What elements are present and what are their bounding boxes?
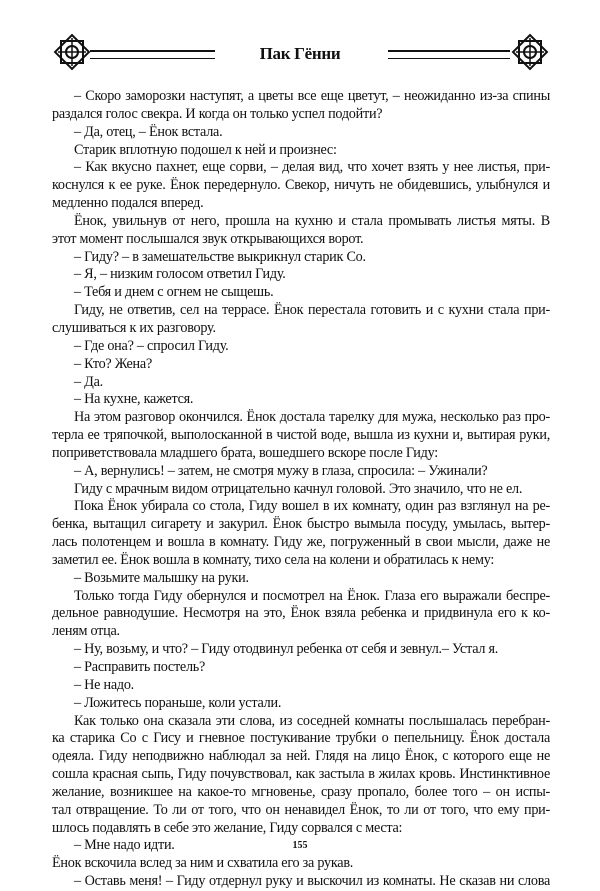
text-line: – Возьмите малышку на руки. bbox=[74, 569, 249, 586]
text-line: – На кухне, кажется. bbox=[74, 391, 194, 408]
text-line: – Расправить постель? bbox=[74, 659, 206, 675]
text-line: раздался голос свекра. И когда он только успел подойти? bbox=[52, 105, 383, 122]
text-line: бенка, вытащил сигарету и закурил. Ёнок быстро вымыла посуду, умылась, вытер- bbox=[52, 516, 550, 533]
text-line: лась полотенцем и вошла в комнату. Гиду же, погруженный в свои мысли, даже не bbox=[52, 534, 550, 551]
text-line: – Ложитесь пораньше, коли устали. bbox=[74, 694, 282, 711]
text-line: – Гиду? – в замешательстве выкрикнул старик Со. bbox=[74, 248, 366, 265]
text-line: коснулся к ее руке. Ёнок передернуло. Свекор, ничуть не обидевшись, улыбнулся и bbox=[52, 177, 550, 194]
text-line: ка старика Со с Гису и гневное постукивание трубки о пепельницу. Ёнок достала bbox=[52, 730, 550, 747]
running-header bbox=[0, 30, 600, 80]
text-line: – Как вкусно пахнет, еще сорви, – делая вид, что хочет взять у нее листья, при- bbox=[74, 159, 550, 176]
text-line: медленно подался вперед. bbox=[52, 195, 204, 212]
text-line: леням отца. bbox=[52, 623, 120, 640]
text-line: дельное равнодушие. Несмотря на это, Ёнок взяла ребенка и придвинула его к ко- bbox=[52, 605, 550, 622]
text-line: Гиду, не ответив, сел на террасе. Ёнок перестала готовить и с кухни стала при- bbox=[74, 302, 550, 319]
text-line: сошла красная сыпь, Гиду почувствовал, как застыла в жилах кровь. Инстинктивное bbox=[52, 766, 550, 783]
text-line: Ёнок вскочила вслед за ним и схватила его за рукав. bbox=[52, 855, 354, 872]
text-line: заметил ее. Ёнок вошла в комнату, тихо села на колени и обратилась к нему: bbox=[52, 551, 495, 568]
text-line: – Кто? Жена? bbox=[74, 355, 152, 372]
text-line: желание, возникшее на какое-то мгновенье, сразу пропало, более того – он испы- bbox=[52, 783, 550, 800]
text-line: этот момент послышался звук открывающихся ворот. bbox=[52, 230, 364, 247]
text-line: Пока Ёнок убирала со стола, Гиду вошел в их комнату, один раз взглянул на ре- bbox=[74, 498, 550, 515]
text-line: – Не надо. bbox=[74, 676, 134, 693]
text-line: слушиваться к их разговору. bbox=[52, 319, 216, 336]
text-line: – А, вернулись! – затем, не смотря мужу в глаза, спросила: – Ужинали? bbox=[74, 462, 488, 479]
page-title: Пак Гённи bbox=[259, 44, 341, 63]
text-line: – Где она? – спросил Гиду. bbox=[74, 337, 229, 354]
text-line: – Оставь меня! – Гиду отдернул руку и выскочил из комнаты. Не сказав ни слова bbox=[74, 873, 550, 890]
text-line: шлось подавлять в себе это желание, Гиду сорвался с места: bbox=[52, 819, 403, 836]
text-line: Гиду с мрачным видом отрицательно качнул головой. Это значило, что не ел. bbox=[74, 480, 523, 497]
text-line: – Тебя и днем с огнем не сыщешь. bbox=[74, 284, 274, 301]
ornament-icon bbox=[510, 32, 550, 72]
text-line: – Скоро заморозки наступят, а цветы все еще цветут, – неожиданно из-за спины bbox=[74, 88, 550, 104]
text-line: – Да, отец, – Ёнок встала. bbox=[74, 123, 223, 140]
text-line: – Мне надо идти. bbox=[74, 837, 175, 854]
text-line: терла ее тряпочкой, выполосканной в чистой воде, вышла из кухни и, вытирая руки, bbox=[52, 427, 550, 444]
text-line: На этом разговор окончился. Ёнок достала тарелку для мужа, несколько раз про- bbox=[74, 409, 550, 426]
text-line: Только тогда Гиду обернулся и посмотрел на Ёнок. Глаза его выражали беспре- bbox=[74, 587, 550, 604]
page-number: 155 bbox=[292, 840, 308, 851]
header-rule-right bbox=[388, 50, 510, 59]
body-text bbox=[52, 88, 550, 891]
text-line: – Да. bbox=[74, 373, 103, 390]
text-line: одеяла. Гиду неподвижно наблюдал за ней. Глядя на лицо Ёнок, с которого еще не bbox=[52, 748, 550, 765]
text-line: – Ну, возьму, и что? – Гиду отодвинул ребенка от себя и зевнул.– Устал я. bbox=[74, 641, 499, 658]
text-line: – Я, – низким голосом ответил Гиду. bbox=[74, 266, 286, 283]
text-line: поприветствовала младшего брата, вошедшего вскоре после Гиду: bbox=[52, 444, 438, 461]
text-line: Ёнок, увильнув от него, прошла на кухню и стала промывать листья мяты. В bbox=[74, 212, 550, 229]
text-line: тал отвращение. То ли от того, что он ненавидел Ёнок, то ли от того, что ему при- bbox=[52, 801, 550, 818]
text-line: Старик вплотную подошел к ней и произнес: bbox=[74, 141, 337, 158]
text-line: Как только она сказала эти слова, из соседней комнаты послышалась перебран- bbox=[74, 712, 550, 729]
